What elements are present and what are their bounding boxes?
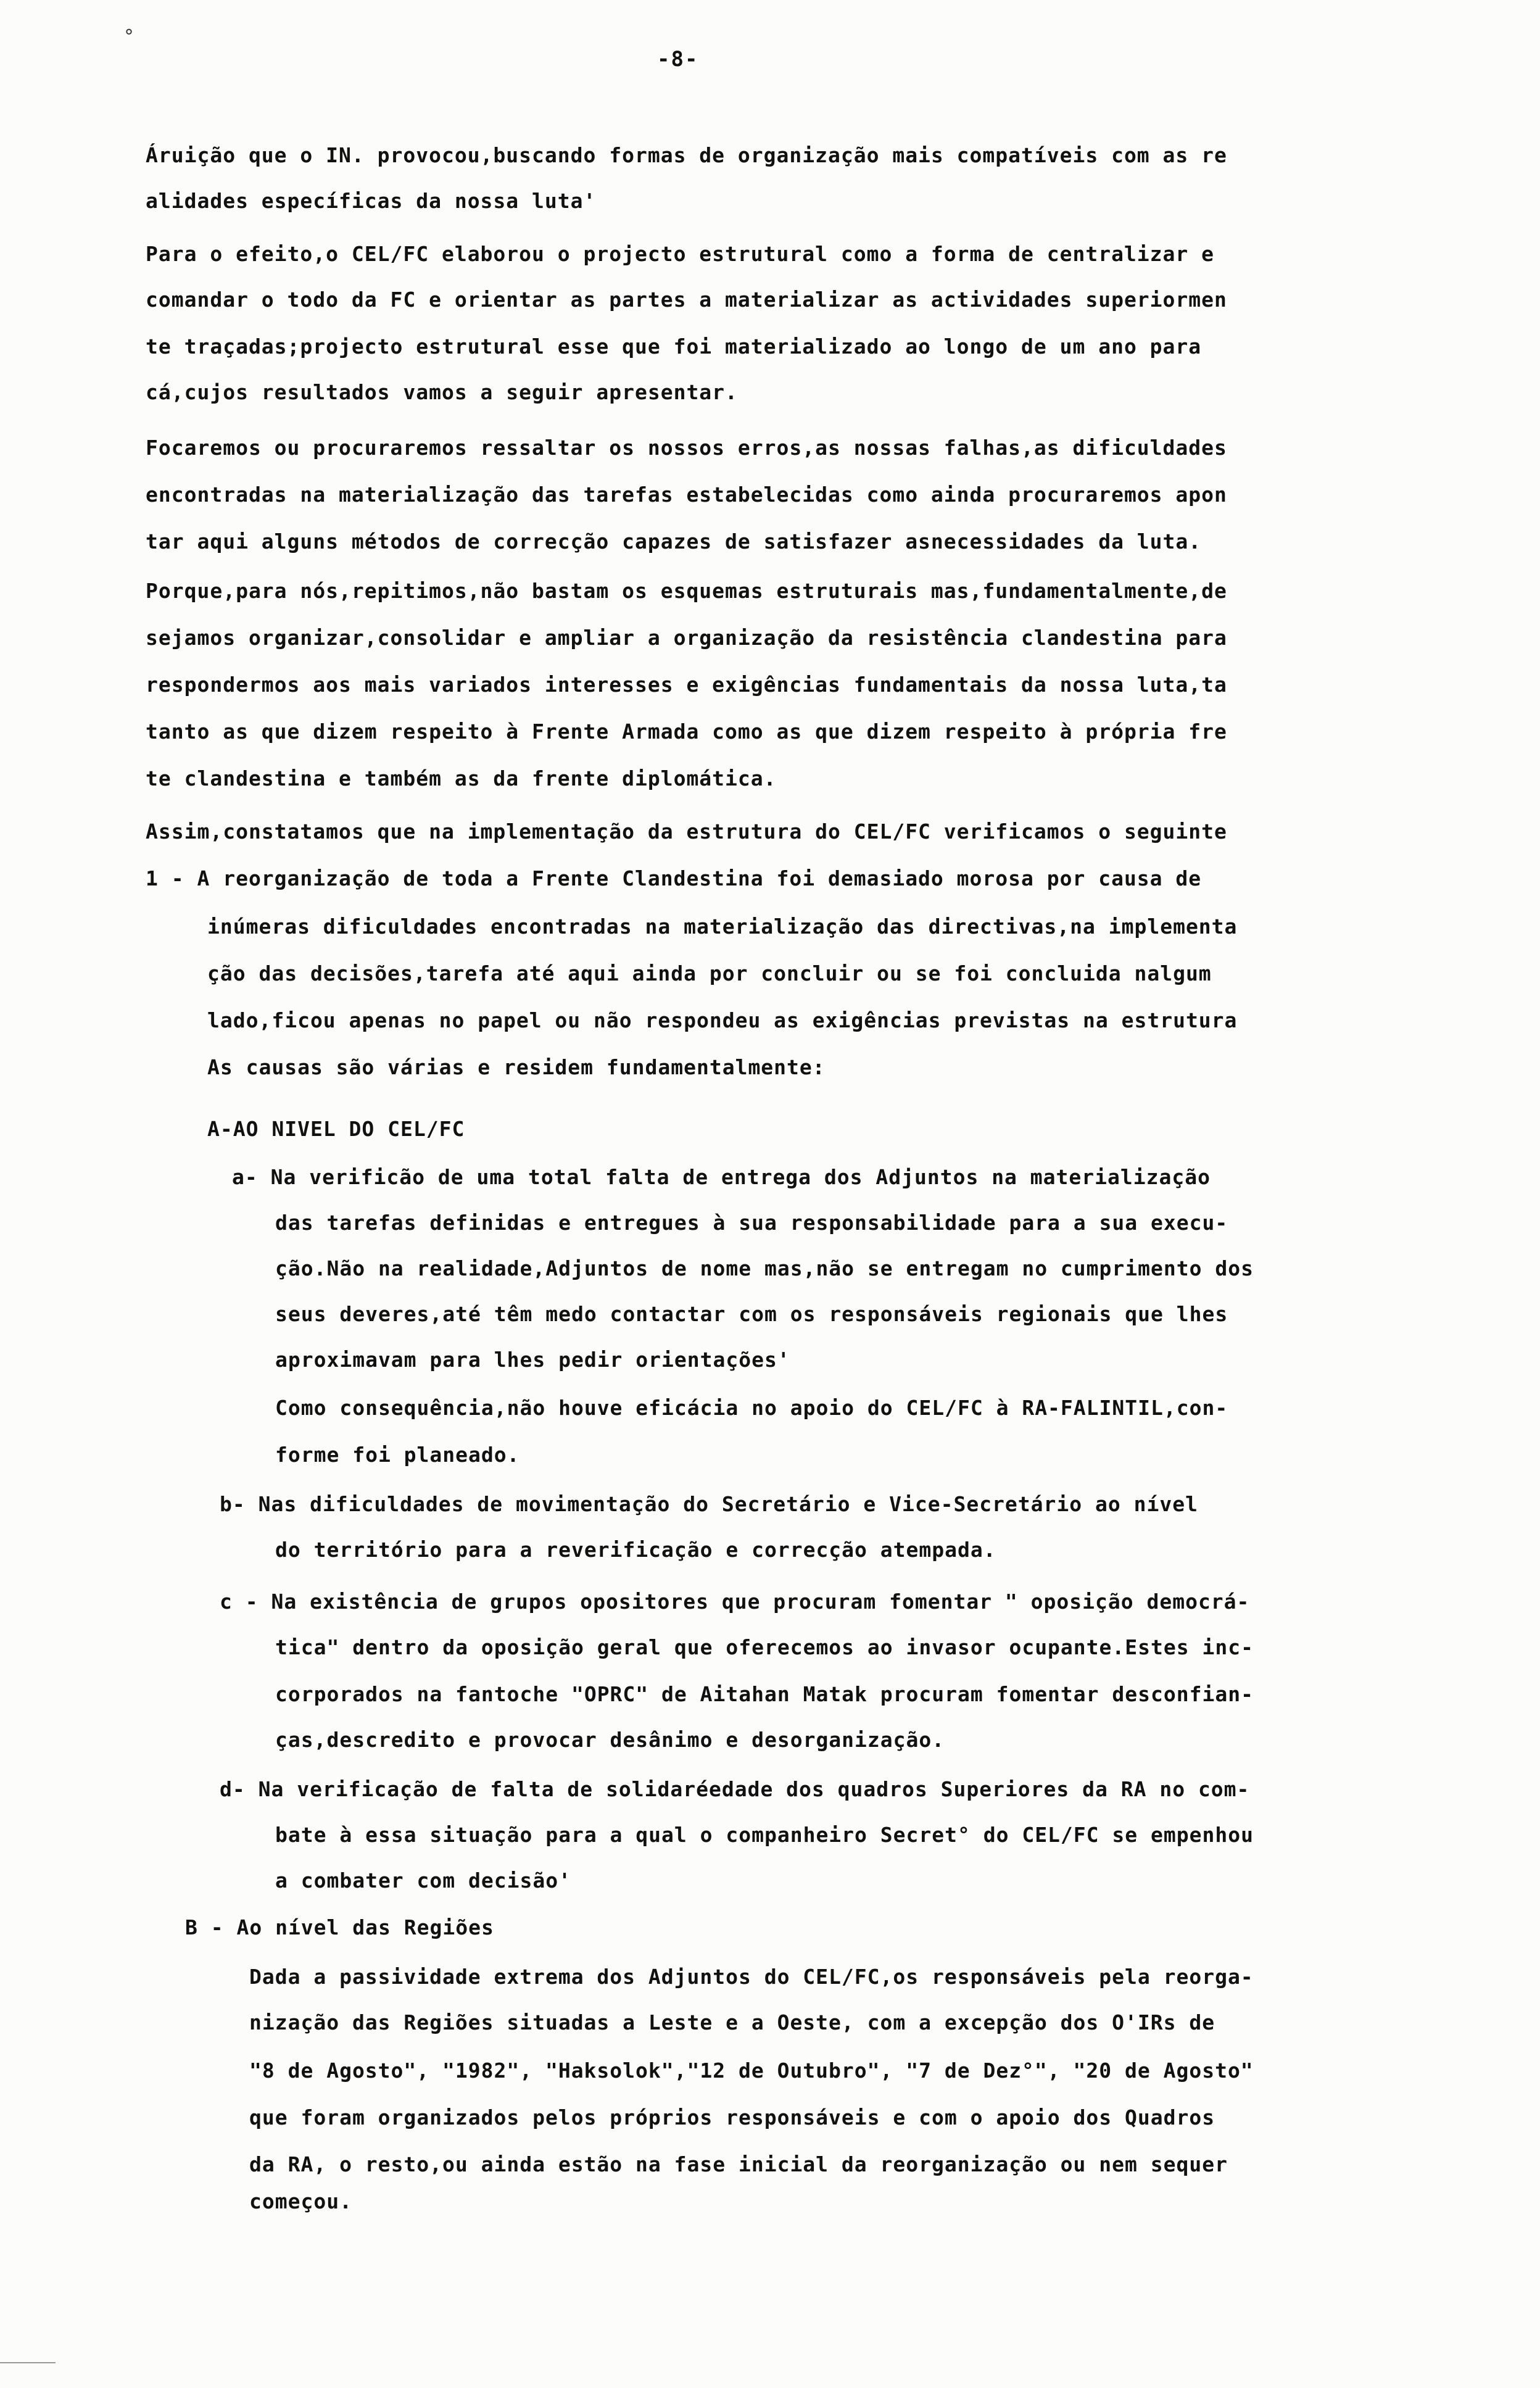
text-line: te clandestina e também as da frente diplomática. [146,766,777,790]
page-number: -8- [657,47,699,72]
text-line: nização das Regiões situadas a Leste e a Oeste, com a excepção dos O'IRs de [249,2010,1215,2034]
text-line: tar aqui alguns métodos de correcção capazes de satisfazer asnecessidades da luta. [146,529,1202,553]
text-line: Focaremos ou procuraremos ressaltar os nossos erros,as nossas falhas,as dificuldades [146,436,1227,460]
text-line: tanto as que dizem respeito à Frente Armada como as que dizem respeito à própria fre [146,719,1227,744]
text-line: Assim,constatamos que na implementação da estrutura do CEL/FC verificamos o seguinte [146,819,1227,844]
list-item: c - Na existência de grupos opositores que procuram fomentar " oposição democrá- [220,1590,1250,1614]
text-line: Como consequência,não houve eficácia no apoio do CEL/FC à RA-FALINTIL,con- [275,1396,1228,1420]
text-line: "8 de Agosto", "1982", "Haksolok","12 de Outubro", "7 de Dez°", "20 de Agosto" [249,2058,1254,2083]
text-line: As causas são várias e residem fundamentalmente: [207,1055,826,1079]
text-line: Porque,para nós,repitimos,não bastam os esquemas estruturais mas,fundamentalmente,de [146,579,1227,603]
text-line: lado,ficou apenas no papel ou não respondeu as exigências previstas na estrutura [207,1008,1238,1032]
section-heading: B - Ao nível das Regiões [185,1915,494,1939]
list-item: a- Na verificão de uma total falta de entrega dos Adjuntos na materialização [232,1165,1211,1189]
list-item: 1 - A reorganização de toda a Frente Clandestina foi demasiado morosa por causa de [146,866,1202,890]
list-item: d- Na verificação de falta de solidaréedade dos quadros Superiores da RA no com- [220,1777,1250,1801]
text-line: Dada a passividade extrema dos Adjuntos do CEL/FC,os responsáveis pela reorga- [249,1965,1254,1989]
text-line: do território para a reverificação e correcção atempada. [275,1538,996,1562]
text-line: alidades específicas da nossa luta' [146,189,597,213]
text-line: a combater com decisão' [275,1868,571,1893]
section-heading: A-AO NIVEL DO CEL/FC [207,1117,465,1141]
text-line: seus deveres,até têm medo contactar com os responsáveis regionais que lhes [275,1302,1228,1326]
corner-mark: ° [123,26,135,48]
text-line: aproximavam para lhes pedir orientações' [275,1348,790,1372]
text-line: forme foi planeado. [275,1443,520,1467]
text-line: te traçadas;projecto estrutural esse que foi materializado ao longo de um ano para [146,334,1202,359]
text-line: bate à essa situação para a qual o companheiro Secret° do CEL/FC se empenhou [275,1823,1254,1847]
text-line: respondermos aos mais variados interesses e exigências fundamentais da nossa luta,ta [146,673,1227,697]
text-line: corporados na fantoche "OPRC" de Aitahan Matak procuram fomentar desconfian- [275,1682,1254,1706]
text-line: da RA, o resto,ou ainda estão na fase inicial da reorganização ou nem sequer [249,2152,1228,2176]
text-line: das tarefas definidas e entregues à sua responsabilidade para a sua execu- [275,1211,1228,1235]
text-line: ças,descredito e provocar desânimo e desorganização. [275,1728,945,1752]
text-line: tica" dentro da oposição geral que oferecemos ao invasor ocupante.Estes inc- [275,1635,1254,1659]
text-line: começou. [249,2189,352,2213]
text-line: encontradas na materialização das tarefas estabelecidas como ainda procuraremos apon [146,483,1227,507]
text-line: comandar o todo da FC e orientar as partes a materializar as actividades superiormen [146,288,1227,312]
scan-edge-line [0,2362,56,2363]
text-line: ção.Não na realidade,Adjuntos de nome mas,não se entregam no cumprimento dos [275,1256,1254,1280]
text-line: ção das decisões,tarefa até aqui ainda por concluir ou se foi concluida nalgum [207,961,1212,985]
text-line: Áruição que o IN. provocou,buscando formas de organização mais compatíveis com as re [146,143,1227,167]
text-line: sejamos organizar,consolidar e ampliar a organização da resistência clandestina para [146,626,1227,650]
list-item: b- Nas dificuldades de movimentação do Secretário e Vice-Secretário ao nível [220,1492,1198,1516]
text-line: cá,cujos resultados vamos a seguir apresentar. [146,380,738,404]
text-line: que foram organizados pelos próprios responsáveis e com o apoio dos Quadros [249,2105,1215,2129]
text-line: inúmeras dificuldades encontradas na materialização das directivas,na implementa [207,914,1238,939]
text-line: Para o efeito,o CEL/FC elaborou o projecto estrutural como a forma de centralizar e [146,242,1215,266]
